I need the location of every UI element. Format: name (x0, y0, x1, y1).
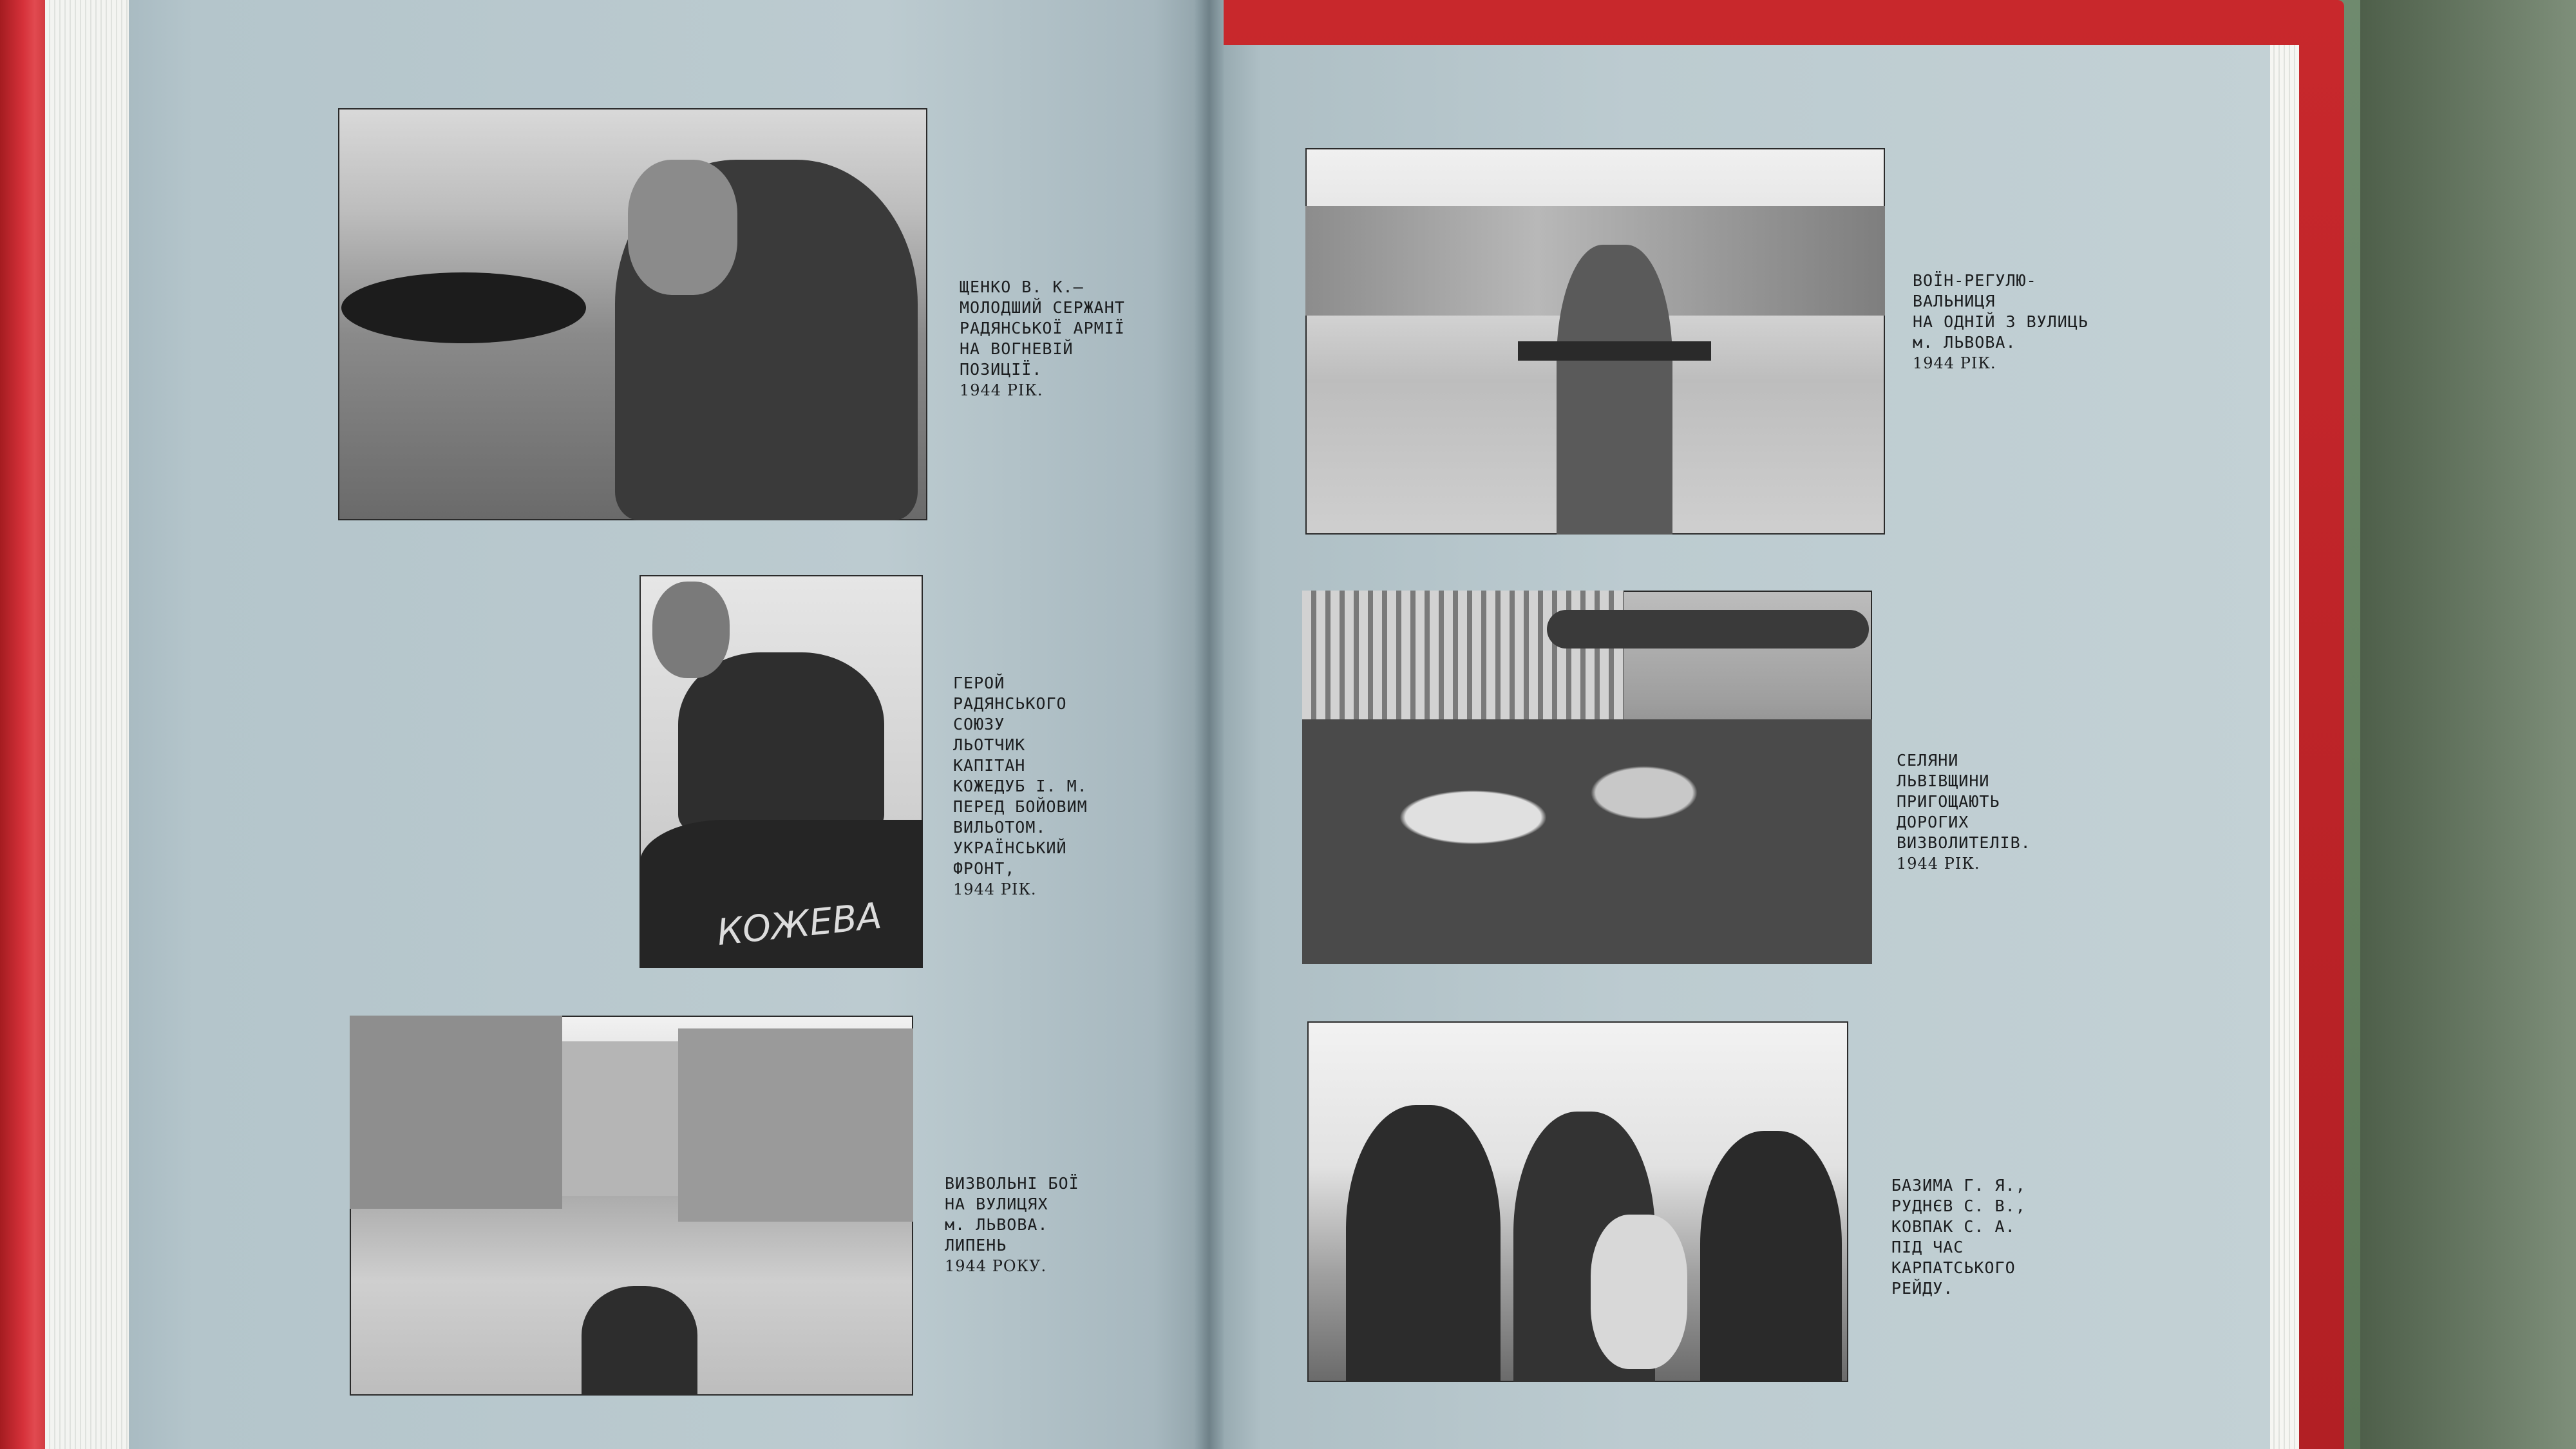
tank-barrel (1547, 610, 1869, 649)
caption-bazyma (1891, 1155, 2026, 1299)
caption-kozhedub-text: ГЕРОЙ РАДЯНСЬКОГО СОЮЗУ ЛЬОТЧИК КАПІТАН КОЖЕДУБ І. М. ПЕРЕД БОЙОВИМ ВИЛЬОТОМ. УКРАЇНСЬКИЙ ФРОНТ, (953, 674, 1088, 878)
regulator-flag-arm (1518, 341, 1711, 361)
book-gutter (1195, 0, 1224, 1449)
soldier-face (628, 160, 737, 295)
buildings-right (678, 1028, 913, 1222)
photo-pilot-kozhedub (639, 575, 923, 968)
caption-shchenko (960, 256, 1125, 421)
caption-shchenko-text: ЩЕНКО В. К.— МОЛОДШИЙ СЕРЖАНТ РАДЯНСЬКОЇ АРМІЇ НА ВОГНЕВІЙ ПОЗИЦІЇ. (960, 278, 1125, 379)
caption-villagers (1897, 730, 2031, 895)
photo-partisans-horses (1307, 1021, 1848, 1382)
rider-left (1346, 1105, 1501, 1382)
rider-right (1700, 1131, 1842, 1382)
caption-bazyma-text: БАЗИМА Г. Я., РУДНЄВ С. В., КОВПАК С. А. ПІД ЧАС КАРПАТСЬКОГО РЕЙДУ. (1891, 1176, 2026, 1298)
caption-villagers-text: СЕЛЯНИ ЛЬВІВЩИНИ ПРИГОЩАЮТЬ ДОРОГИХ ВИЗВОЛИТЕЛІВ. (1897, 751, 2031, 852)
caption-regulator-year: 1944 РІК. (1913, 354, 1996, 372)
caption-street-battles (945, 1153, 1079, 1297)
soldier-foreground (582, 1286, 697, 1396)
buildings-left (350, 1016, 562, 1209)
caption-kozhedub-year: 1944 РІК. (953, 880, 1037, 898)
caption-villagers-year: 1944 РІК. (1897, 855, 1980, 873)
photo-traffic-regulator (1305, 148, 1885, 535)
group-of-people (1302, 719, 1872, 964)
photo-soldier-machine-gun (338, 108, 927, 520)
caption-street-battles-text: ВИЗВОЛЬНІ БОЇ НА ВУЛИЦЯХ м. ЛЬВОВА. ЛИПЕНЬ (945, 1174, 1079, 1255)
caption-kozhedub (953, 652, 1088, 920)
photo-street-battle (350, 1016, 913, 1396)
pilot-figure (678, 652, 884, 833)
caption-regulator (1913, 250, 2088, 394)
regulator-figure (1557, 245, 1672, 535)
white-horse (1591, 1215, 1687, 1369)
photo-villagers-soldiers (1302, 591, 1872, 964)
machine-gun-drum (341, 272, 586, 343)
buildings-center (562, 1041, 678, 1196)
caption-shchenko-year: 1944 РІК. (960, 381, 1043, 399)
pilot-face (652, 582, 730, 678)
caption-regulator-text: ВОЇН-РЕГУЛЮ- ВАЛЬНИЦЯ НА ОДНІЙ З ВУЛИЦЬ м. ЛЬВОВА. (1913, 271, 2088, 352)
fuselage-inscription: КОЖЕВА (715, 895, 884, 954)
page-edges-left (45, 0, 135, 1449)
caption-street-battles-year: 1944 РОКУ. (945, 1257, 1047, 1275)
